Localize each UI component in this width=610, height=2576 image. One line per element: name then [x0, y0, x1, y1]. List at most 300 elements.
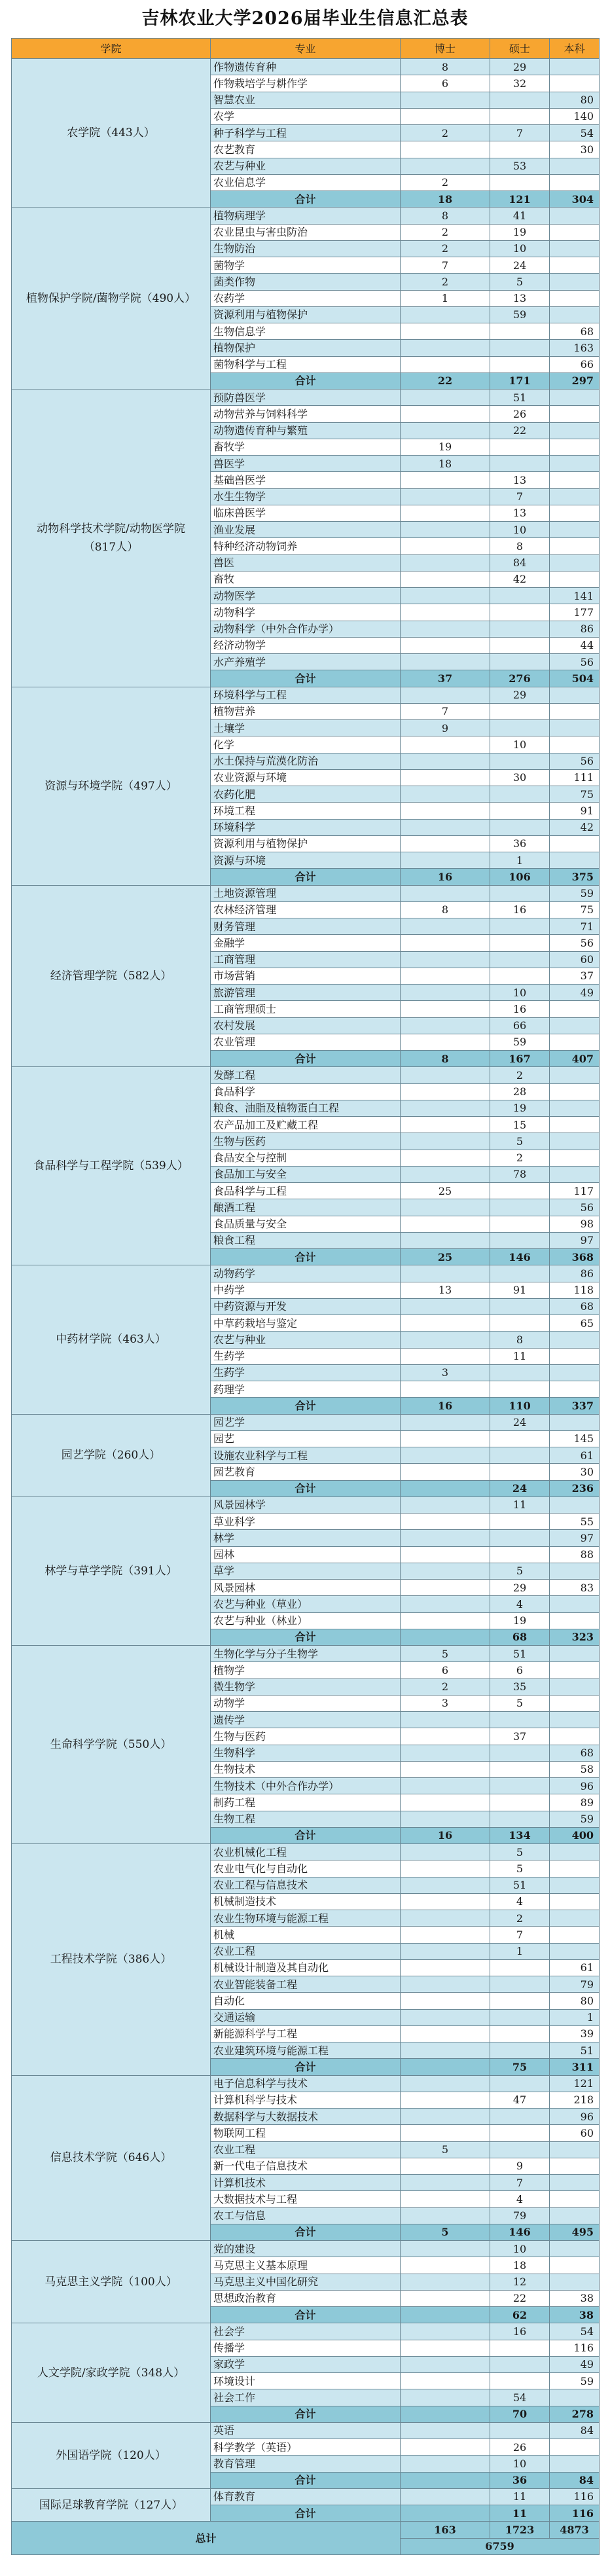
grand-total-row [12, 2522, 600, 2538]
phd-subtotal: 18 [401, 191, 490, 208]
bachelor-count [550, 554, 600, 571]
phd-count [401, 637, 490, 653]
major-name: 作物遗传育种 [211, 59, 401, 75]
major-name: 农业工程 [211, 2141, 401, 2158]
bachelor-count [550, 257, 600, 274]
master-count: 19 [490, 1100, 550, 1116]
bachelor-count [550, 1646, 600, 1662]
master-count: 5 [490, 1563, 550, 1579]
college-name: 林学与草学学院（391人） [12, 1497, 211, 1645]
major-name: 食品科学与工程 [211, 1183, 401, 1199]
master-count [490, 1464, 550, 1480]
phd-count [401, 1414, 490, 1430]
major-name: 动物科学（中外合作办学） [211, 621, 401, 637]
phd-count: 7 [401, 703, 490, 719]
phd-count [401, 1497, 490, 1513]
phd-count [401, 1232, 490, 1248]
master-count: 15 [490, 1117, 550, 1133]
phd-count [401, 1265, 490, 1282]
major-name: 农业机械化工程 [211, 1844, 401, 1860]
subtotal-label: 合计 [211, 372, 401, 389]
major-name: 农林经济管理 [211, 901, 401, 918]
bachelor-count [550, 1877, 600, 1893]
major-name: 机械制造技术 [211, 1893, 401, 1910]
master-count: 22 [490, 422, 550, 439]
major-name: 生物工程 [211, 1811, 401, 1827]
major-name: 社会学 [211, 2323, 401, 2340]
subtotal-label: 合计 [211, 1051, 401, 1067]
master-count [490, 1778, 550, 1794]
major-name: 农艺与种业 [211, 1332, 401, 1348]
master-count: 53 [490, 158, 550, 174]
bachelor-count [550, 1497, 600, 1513]
major-name: 土地资源管理 [211, 885, 401, 901]
phd-count [401, 803, 490, 819]
phd-count [401, 753, 490, 769]
master-count [490, 1745, 550, 1761]
phd-count [401, 1117, 490, 1133]
master-subtotal: 146 [490, 2224, 550, 2240]
bachelor-count: 97 [550, 1530, 600, 1546]
master-count: 41 [490, 208, 550, 224]
bachelor-count [550, 2389, 600, 2406]
master-count [490, 2042, 550, 2059]
major-name: 电子信息科学与技术 [211, 2075, 401, 2092]
major-name: 农业管理 [211, 1034, 401, 1050]
header-phd: 博士 [401, 39, 490, 59]
bachelor-count: 44 [550, 637, 600, 653]
table-row [12, 885, 600, 901]
phd-count [401, 1430, 490, 1447]
bachelor-count: 116 [550, 2488, 600, 2505]
subtotal-label: 合计 [211, 2224, 401, 2240]
college-name: 经济管理学院（582人） [12, 885, 211, 1067]
bachelor-count: 75 [550, 786, 600, 803]
phd-count [401, 1612, 490, 1629]
major-name: 农药化肥 [211, 786, 401, 803]
phd-count [401, 2191, 490, 2207]
phd-count [401, 1298, 490, 1315]
bachelor-count: 96 [550, 2109, 600, 2125]
master-count: 10 [490, 736, 550, 753]
table-row [12, 390, 600, 406]
phd-count [401, 1150, 490, 1166]
major-name: 微生物学 [211, 1678, 401, 1695]
master-subtotal: 110 [490, 1398, 550, 1414]
major-name: 自动化 [211, 1993, 401, 2009]
master-count: 5 [490, 1695, 550, 1711]
master-count [490, 654, 550, 670]
phd-count [401, 769, 490, 786]
master-count [490, 1265, 550, 1282]
phd-count [401, 1447, 490, 1464]
bachelor-count [550, 1100, 600, 1116]
phd-count [401, 108, 490, 124]
phd-count [401, 1976, 490, 1993]
master-count: 42 [490, 571, 550, 587]
phd-subtotal: 5 [401, 2224, 490, 2240]
major-name: 水生生物学 [211, 488, 401, 505]
master-count: 35 [490, 1678, 550, 1695]
master-count: 59 [490, 1034, 550, 1050]
bachelor-count [550, 1893, 600, 1910]
phd-count [401, 654, 490, 670]
table-row [12, 687, 600, 703]
major-name: 水土保持与荒漠化防治 [211, 753, 401, 769]
bachelor-count: 58 [550, 1761, 600, 1777]
bachelor-subtotal: 236 [550, 1480, 600, 1497]
bachelor-count [550, 2191, 600, 2207]
phd-count [401, 885, 490, 901]
master-count: 11 [490, 2488, 550, 2505]
phd-count: 6 [401, 75, 490, 92]
bachelor-count: 98 [550, 1216, 600, 1232]
phd-count [401, 786, 490, 803]
phd-count [401, 1877, 490, 1893]
major-name: 植物病理学 [211, 208, 401, 224]
major-name: 风景园林 [211, 1580, 401, 1596]
phd-count [401, 621, 490, 637]
bachelor-count: 59 [550, 2373, 600, 2389]
table-row [12, 2075, 600, 2092]
master-count: 7 [490, 2175, 550, 2191]
phd-count [401, 1563, 490, 1579]
master-count [490, 2422, 550, 2439]
bachelor-subtotal: 278 [550, 2406, 600, 2422]
master-count: 10 [490, 522, 550, 538]
bachelor-count: 30 [550, 1464, 600, 1480]
major-name: 遗传学 [211, 1712, 401, 1728]
phd-count [401, 935, 490, 951]
phd-count [401, 92, 490, 108]
bachelor-subtotal: 323 [550, 1629, 600, 1645]
bachelor-count [550, 174, 600, 190]
header-row [12, 39, 600, 59]
subtotal-label: 合计 [211, 191, 401, 208]
table-row [12, 1646, 600, 1662]
subtotal-label: 合计 [211, 2472, 401, 2488]
phd-count [401, 1546, 490, 1563]
bachelor-subtotal: 304 [550, 191, 600, 208]
major-name: 旅游管理 [211, 985, 401, 1001]
college-name: 农学院（443人） [12, 59, 211, 208]
master-count: 91 [490, 1282, 550, 1298]
master-count: 5 [490, 1844, 550, 1860]
bachelor-count [550, 406, 600, 422]
college-name: 外国语学院（120人） [12, 2422, 211, 2488]
master-count [490, 2141, 550, 2158]
major-name: 园艺学 [211, 1414, 401, 1430]
bachelor-count: 96 [550, 1778, 600, 1794]
bachelor-count: 54 [550, 2323, 600, 2340]
phd-count: 8 [401, 901, 490, 918]
bachelor-count: 61 [550, 1447, 600, 1464]
major-name: 农村发展 [211, 1017, 401, 1034]
master-count [490, 108, 550, 124]
bachelor-count [550, 1332, 600, 1348]
master-count: 30 [490, 769, 550, 786]
master-count [490, 918, 550, 935]
major-name: 作物栽培学与耕作学 [211, 75, 401, 92]
master-count [490, 92, 550, 108]
phd-count [401, 390, 490, 406]
bachelor-count: 66 [550, 356, 600, 372]
master-subtotal: 36 [490, 2472, 550, 2488]
phd-count: 2 [401, 224, 490, 240]
phd-count [401, 306, 490, 323]
bachelor-count: 218 [550, 2092, 600, 2108]
bachelor-count [550, 1596, 600, 1612]
major-name: 动物医学 [211, 588, 401, 604]
bachelor-count: 49 [550, 985, 600, 1001]
phd-count [401, 1712, 490, 1728]
bachelor-subtotal: 495 [550, 2224, 600, 2240]
master-count [490, 1546, 550, 1563]
table-row [12, 2488, 600, 2505]
table-row [12, 59, 600, 75]
bachelor-count [550, 1364, 600, 1381]
major-name: 基础兽医学 [211, 472, 401, 488]
bachelor-count: 42 [550, 819, 600, 835]
master-count [490, 2356, 550, 2372]
bachelor-count: 121 [550, 2075, 600, 2092]
master-count [490, 1430, 550, 1447]
bachelor-subtotal: 407 [550, 1051, 600, 1067]
bachelor-count: 49 [550, 2356, 600, 2372]
master-count: 5 [490, 1860, 550, 1877]
phd-count [401, 1893, 490, 1910]
table-row [12, 208, 600, 224]
master-subtotal: 68 [490, 1629, 550, 1645]
major-name: 教育管理 [211, 2456, 401, 2472]
subtotal-label: 合计 [211, 2505, 401, 2522]
major-name: 兽医学 [211, 456, 401, 472]
master-subtotal: 121 [490, 191, 550, 208]
master-count: 18 [490, 2257, 550, 2274]
bachelor-subtotal: 116 [550, 2505, 600, 2522]
phd-count: 9 [401, 720, 490, 736]
bachelor-count [550, 290, 600, 306]
master-count: 9 [490, 2158, 550, 2174]
phd-count [401, 1943, 490, 1959]
phd-count: 2 [401, 174, 490, 190]
phd-count [401, 340, 490, 356]
bachelor-count [550, 456, 600, 472]
bachelor-count: 54 [550, 125, 600, 141]
bachelor-count: 56 [550, 1199, 600, 1216]
major-name: 生药学 [211, 1348, 401, 1364]
major-name: 社会工作 [211, 2389, 401, 2406]
major-name: 农艺与种业（草业） [211, 1596, 401, 1612]
major-name: 草学 [211, 1563, 401, 1579]
bachelor-count [550, 571, 600, 587]
bachelor-count: 86 [550, 621, 600, 637]
major-name: 农业昆虫与害虫防治 [211, 224, 401, 240]
phd-count [401, 1844, 490, 1860]
phd-count [401, 2439, 490, 2456]
master-subtotal: 171 [490, 372, 550, 389]
phd-count [401, 1745, 490, 1761]
bachelor-count [550, 1943, 600, 1959]
phd-count [401, 2025, 490, 2042]
college-name: 资源与环境学院（497人） [12, 687, 211, 885]
bachelor-count [550, 1695, 600, 1711]
college-name: 植物保护学院/菌物学院（490人） [12, 208, 211, 390]
major-name: 党的建设 [211, 2241, 401, 2257]
master-count: 51 [490, 390, 550, 406]
phd-count [401, 736, 490, 753]
college-name: 工程技术学院（386人） [12, 1844, 211, 2076]
bachelor-count: 75 [550, 901, 600, 918]
major-name: 化学 [211, 736, 401, 753]
phd-count [401, 1778, 490, 1794]
bachelor-count [550, 2141, 600, 2158]
major-name: 生物防治 [211, 240, 401, 257]
master-count [490, 588, 550, 604]
bachelor-subtotal: 84 [550, 2472, 600, 2488]
phd-count [401, 323, 490, 340]
graduate-table [11, 38, 600, 2555]
major-name: 草业科学 [211, 1514, 401, 1530]
phd-count [401, 1514, 490, 1530]
master-count [490, 2340, 550, 2356]
master-subtotal: 62 [490, 2307, 550, 2323]
bachelor-count: 80 [550, 92, 600, 108]
major-name: 生物与医药 [211, 1133, 401, 1150]
master-count: 13 [490, 472, 550, 488]
phd-count [401, 472, 490, 488]
college-name: 食品科学与工程学院（539人） [12, 1067, 211, 1265]
major-name: 新能源科学与工程 [211, 2025, 401, 2042]
phd-count [401, 1199, 490, 1216]
subtotal-label: 合计 [211, 1827, 401, 1843]
major-name: 农业智能装备工程 [211, 1976, 401, 1993]
bachelor-count [550, 2207, 600, 2224]
bachelor-count [550, 1712, 600, 1728]
major-name: 农学 [211, 108, 401, 124]
bachelor-count [550, 1001, 600, 1017]
master-subtotal: 11 [490, 2505, 550, 2522]
master-count [490, 1199, 550, 1216]
master-count [490, 621, 550, 637]
phd-count [401, 2125, 490, 2141]
subtotal-label: 合计 [211, 2307, 401, 2323]
phd-subtotal [401, 2059, 490, 2075]
phd-count [401, 2257, 490, 2274]
bachelor-count [550, 1612, 600, 1629]
bachelor-count: 59 [550, 1811, 600, 1827]
phd-count [401, 1794, 490, 1811]
major-name: 大数据技术与工程 [211, 2191, 401, 2207]
phd-count: 7 [401, 257, 490, 274]
master-count [490, 1976, 550, 1993]
master-count: 10 [490, 2456, 550, 2472]
grand-total-label: 总计 [12, 2522, 401, 2555]
master-count: 4 [490, 1893, 550, 1910]
phd-count: 8 [401, 208, 490, 224]
table-row [12, 2241, 600, 2257]
subtotal-label: 合计 [211, 1480, 401, 1497]
master-count: 6 [490, 1662, 550, 1678]
phd-subtotal: 16 [401, 1827, 490, 1843]
major-name: 园林 [211, 1546, 401, 1563]
page-title: 吉林农业大学2026届毕业生信息汇总表 [141, 9, 469, 29]
master-count: 12 [490, 2274, 550, 2290]
major-name: 动物学 [211, 1695, 401, 1711]
major-name: 市场营销 [211, 968, 401, 984]
master-count: 4 [490, 2191, 550, 2207]
major-name: 临床兽医学 [211, 505, 401, 521]
major-name: 食品质量与安全 [211, 1216, 401, 1232]
bachelor-count: 88 [550, 1546, 600, 1563]
phd-grand-total: 163 [401, 2522, 490, 2538]
major-name: 渔业发展 [211, 522, 401, 538]
master-count: 16 [490, 2323, 550, 2340]
phd-count [401, 505, 490, 521]
master-count [490, 951, 550, 968]
major-name: 生物与医药 [211, 1728, 401, 1745]
bachelor-count: 79 [550, 1976, 600, 1993]
master-count [490, 604, 550, 621]
bachelor-count: 140 [550, 108, 600, 124]
master-subtotal: 146 [490, 1249, 550, 1265]
phd-count [401, 1927, 490, 1943]
phd-count [401, 406, 490, 422]
bachelor-count [550, 1728, 600, 1745]
phd-count [401, 2274, 490, 2290]
phd-count: 13 [401, 1282, 490, 1298]
phd-count [401, 1596, 490, 1612]
master-count [490, 356, 550, 372]
phd-count [401, 1993, 490, 2009]
header-college: 学院 [12, 39, 211, 59]
major-name: 金融学 [211, 935, 401, 951]
major-name: 粮食工程 [211, 1232, 401, 1248]
bachelor-count [550, 1678, 600, 1695]
major-name: 动物营养与饲料科学 [211, 406, 401, 422]
phd-count [401, 852, 490, 869]
major-name: 水产养殖学 [211, 654, 401, 670]
phd-count: 3 [401, 1364, 490, 1381]
major-name: 畜牧学 [211, 439, 401, 455]
master-count: 84 [490, 554, 550, 571]
bachelor-count [550, 1927, 600, 1943]
phd-count: 5 [401, 1646, 490, 1662]
master-count: 32 [490, 75, 550, 92]
master-count: 11 [490, 1497, 550, 1513]
bachelor-count [550, 720, 600, 736]
bachelor-count [550, 1133, 600, 1150]
bachelor-count [550, 505, 600, 521]
phd-subtotal [401, 2307, 490, 2323]
phd-count [401, 918, 490, 935]
major-name: 农艺与种业 [211, 158, 401, 174]
bachelor-subtotal: 400 [550, 1827, 600, 1843]
phd-count [401, 1860, 490, 1877]
major-name: 科学教学（英语） [211, 2439, 401, 2456]
major-name: 药理学 [211, 1381, 401, 1398]
phd-subtotal: 25 [401, 1249, 490, 1265]
master-count: 51 [490, 1877, 550, 1893]
major-name: 设施农业科学与工程 [211, 1447, 401, 1464]
phd-count [401, 1166, 490, 1182]
phd-count [401, 835, 490, 852]
bachelor-count [550, 1348, 600, 1364]
bachelor-count [550, 1860, 600, 1877]
major-name: 资源与环境 [211, 852, 401, 869]
bachelor-count: 97 [550, 1232, 600, 1248]
bachelor-count [550, 1017, 600, 1034]
